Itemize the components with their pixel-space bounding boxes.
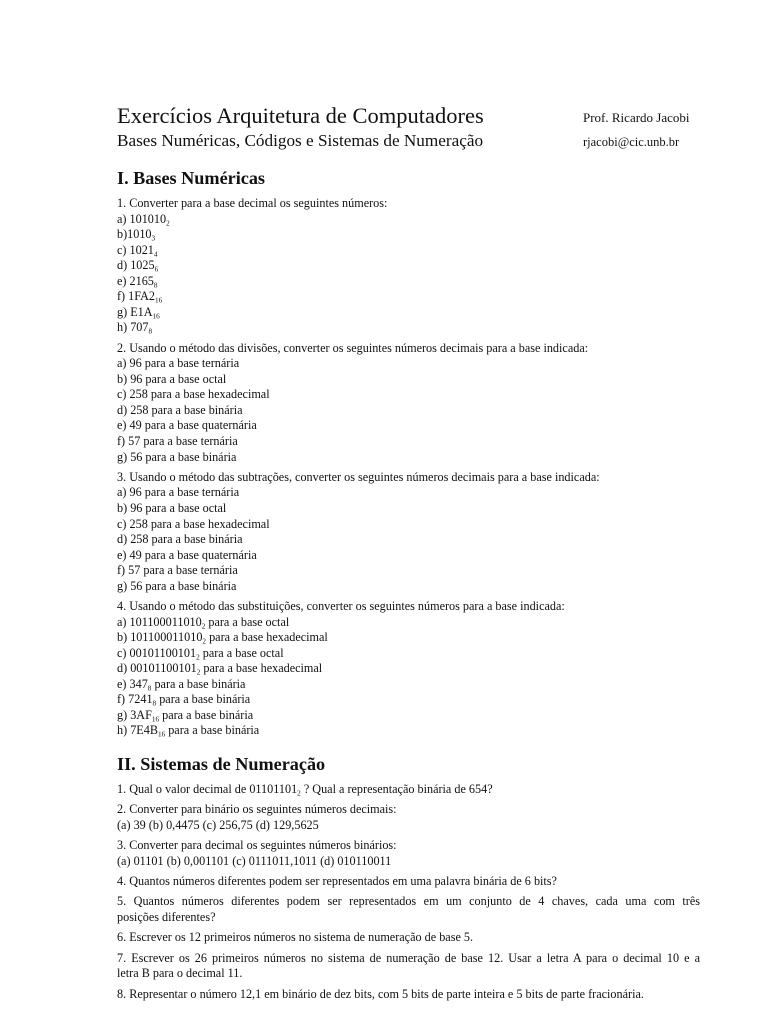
question-item	[117, 563, 700, 579]
question-statement	[117, 196, 700, 212]
line-text-after: para a base binária	[156, 692, 251, 707]
line-text: c) 1021	[117, 242, 154, 257]
line-text-after: para a base hexadecimal	[206, 630, 328, 645]
section-questions-sistemas-numeracao	[117, 782, 700, 1002]
question-item	[117, 517, 700, 533]
question-item	[117, 854, 700, 870]
line-text: a) 101010	[117, 211, 167, 226]
question-item	[117, 434, 700, 450]
base-subscript: 8	[148, 327, 153, 336]
base-subscript: 16	[151, 715, 160, 724]
document-body	[117, 166, 700, 1002]
base-subscript: 4	[153, 250, 158, 259]
question-item	[117, 692, 700, 708]
base-subscript: 2	[201, 622, 206, 631]
line-text: f) 1FA2	[117, 289, 156, 304]
line-text: e) 49 para a base quaternária	[117, 418, 257, 433]
line-text: 8. Representar o número 12,1 em binário de dez bits, com 5 bits de parte inteira e 5 bits de parte fracionária.	[117, 986, 644, 1001]
line-text: a) 96 para a base ternária	[117, 485, 240, 500]
question-statement	[117, 987, 700, 1003]
exercise-question	[117, 987, 700, 1003]
base-subscript: 6	[154, 265, 159, 274]
question-statement	[117, 782, 700, 798]
section-questions-bases-numericas	[117, 196, 700, 739]
line-text-after: para a base binária	[159, 707, 254, 722]
question-statement	[117, 838, 700, 854]
question-item	[117, 212, 700, 228]
line-text: (a) 01101 (b) 0,001101 (c) 0111011,1011 (d) 010110011	[117, 853, 392, 868]
question-item	[117, 615, 700, 631]
question-item	[117, 723, 700, 739]
question-statement	[117, 470, 700, 486]
line-text: c) 258 para a base hexadecimal	[117, 387, 270, 402]
base-subscript: 2	[202, 637, 207, 646]
question-item	[117, 227, 700, 243]
question-item	[117, 258, 700, 274]
question-item	[117, 661, 700, 677]
question-item	[117, 356, 700, 372]
line-text: letra B para o decimal 11.	[117, 966, 243, 981]
line-text-after: para a base binária	[165, 723, 260, 738]
question-item	[117, 630, 700, 646]
exercise-question	[117, 930, 700, 946]
line-text: g) 3AF	[117, 707, 152, 722]
line-text: 5. Quantos números diferentes podem ser representados em um conjunto de 4 chaves, cada uma com três	[117, 894, 700, 909]
line-text: e) 347	[117, 676, 148, 691]
exercise-question	[117, 874, 700, 890]
line-text: g) 56 para a base binária	[117, 578, 237, 593]
line-text: c) 258 para a base hexadecimal	[117, 516, 270, 531]
line-text-after: para a base hexadecimal	[200, 661, 323, 676]
question-item	[117, 418, 700, 434]
line-text: b) 101100011010	[117, 630, 203, 645]
question-item	[117, 677, 700, 693]
question-item	[117, 485, 700, 501]
exercise-question	[117, 951, 700, 982]
question-statement	[117, 802, 700, 818]
question-statement	[117, 930, 700, 946]
line-text: f) 57 para a base ternária	[117, 563, 238, 578]
line-text: 4. Usando o método das substituições, converter os seguintes números para a base indicada:	[117, 599, 565, 614]
question-item	[117, 274, 700, 290]
question-item	[117, 646, 700, 662]
line-text-after: para a base octal	[199, 645, 284, 660]
question-item	[117, 548, 700, 564]
line-text: 1. Converter para a base decimal os seguintes números:	[117, 196, 388, 210]
line-text: h) 7E4B	[117, 723, 158, 738]
line-text: 3. Usando o método das subtrações, converter os seguintes números decimais para a base indicada:	[117, 469, 600, 484]
document-title: Exercícios Arquitetura de Computadores	[117, 103, 484, 128]
line-text: 3. Converter para decimal os seguintes números binários:	[117, 838, 397, 853]
author-name: Prof. Ricardo Jacobi	[583, 110, 690, 125]
line-text: d) 258 para a base binária	[117, 402, 243, 417]
line-text: 7. Escrever os 26 primeiros números no sistema de numeração de base 12. Usar a letra A para o decimal 10 e a	[117, 950, 700, 965]
line-text: 1. Qual o valor decimal de 01101101	[117, 781, 298, 796]
line-text: b) 96 para a base octal	[117, 500, 227, 515]
question-item	[117, 501, 700, 517]
question-item	[117, 320, 700, 336]
base-subscript: 2	[196, 653, 200, 662]
question-item	[117, 708, 700, 724]
line-text-after: para a base binária	[151, 676, 246, 691]
question-item	[117, 910, 700, 926]
author-email: rjacobi@cic.unb.br	[583, 135, 680, 149]
line-text: b) 96 para a base octal	[117, 371, 227, 386]
line-text: (a) 39 (b) 0,4475 (c) 256,75 (d) 129,5625	[117, 817, 319, 832]
exercise-question	[117, 838, 700, 869]
exercise-question	[117, 470, 700, 594]
base-subscript: 2	[196, 668, 201, 677]
line-text-after: para a base octal	[205, 614, 290, 629]
line-text: d) 1025	[117, 258, 155, 273]
question-item	[117, 403, 700, 419]
line-text: posições diferentes?	[117, 910, 216, 924]
line-text: h) 707	[117, 320, 149, 335]
question-statement	[117, 599, 700, 615]
question-statement	[117, 874, 700, 890]
line-text: d) 258 para a base binária	[117, 532, 243, 547]
line-text: g) E1A	[117, 304, 153, 319]
base-subscript: 8	[152, 699, 157, 708]
exercise-question	[117, 196, 700, 336]
question-statement	[117, 894, 700, 910]
line-text: e) 49 para a base quaternária	[117, 547, 257, 562]
question-item	[117, 289, 700, 305]
question-item	[117, 579, 700, 595]
base-subscript: 2	[166, 219, 170, 228]
line-text: e) 2165	[117, 273, 154, 288]
line-text: a) 96 para a base ternária	[117, 356, 240, 371]
question-item	[117, 450, 700, 466]
line-text: g) 56 para a base binária	[117, 449, 237, 464]
line-text: 4. Quantos números diferentes podem ser representados em uma palavra binária de 6 bits?	[117, 874, 557, 889]
question-item	[117, 532, 700, 548]
line-text: a) 101100011010	[117, 614, 202, 629]
exercise-question	[117, 894, 700, 925]
exercise-question	[117, 802, 700, 833]
base-subscript: 16	[152, 312, 160, 321]
question-item	[117, 818, 700, 834]
question-statement	[117, 341, 700, 357]
line-text: c) 00101100101	[117, 645, 197, 660]
line-text: f) 7241	[117, 692, 153, 707]
exercise-question	[117, 599, 700, 739]
line-text: f) 57 para a base ternária	[117, 434, 238, 448]
base-subscript: 2	[297, 789, 301, 798]
exercise-question	[117, 782, 700, 798]
section-heading-sistemas-numeracao: II. Sistemas de Numeração	[117, 753, 326, 774]
base-subscript: 16	[155, 296, 163, 305]
line-text: 6. Escrever os 12 primeiros números no sistema de numeração de base 5.	[117, 930, 474, 945]
line-text: 2. Usando o método das divisões, converter os seguintes números decimais para a base indicada:	[117, 340, 589, 355]
section-heading-bases-numericas: I. Bases Numéricas	[117, 168, 266, 188]
question-item	[117, 305, 700, 321]
document-header	[117, 102, 697, 158]
line-text-after: ? Qual a representação binária de 654?	[300, 781, 493, 796]
question-item	[117, 372, 700, 388]
base-subscript: 8	[147, 684, 152, 693]
line-text: 2. Converter para binário os seguintes números decimais:	[117, 802, 397, 817]
line-text: b)1010	[117, 227, 152, 242]
question-item	[117, 243, 700, 259]
question-item	[117, 966, 700, 982]
base-subscript: 8	[153, 281, 158, 290]
line-text: d) 00101100101	[117, 661, 197, 676]
document-subtitle: Bases Numéricas, Códigos e Sistemas de Numeração	[117, 131, 484, 150]
base-subscript: 16	[157, 730, 166, 739]
question-item	[117, 387, 700, 403]
base-subscript: 3	[151, 234, 156, 243]
question-statement	[117, 951, 700, 967]
exercise-question	[117, 341, 700, 465]
